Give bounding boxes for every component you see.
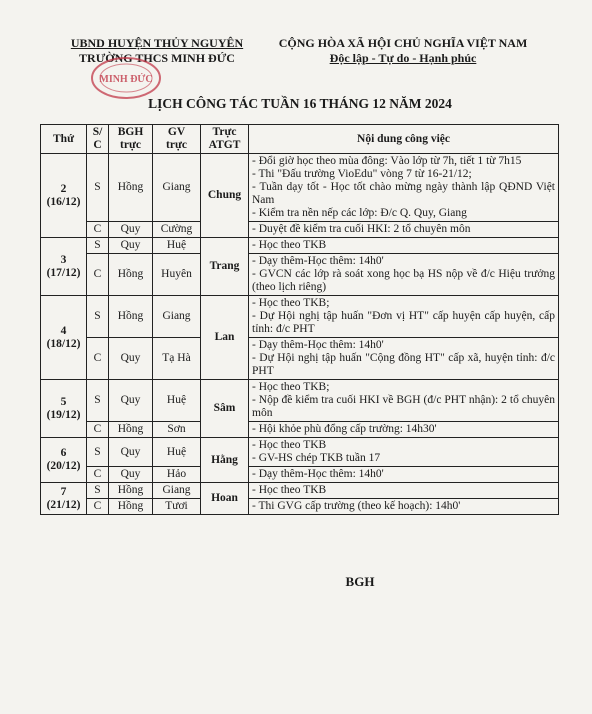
table-row xyxy=(41,154,559,222)
bgh-duty-cell: Hồng xyxy=(109,154,153,222)
session-cell: S xyxy=(87,154,109,222)
teacher-duty-cell: Huệ xyxy=(153,380,201,422)
session-cell: C xyxy=(87,499,109,515)
col-header-session: S/ C xyxy=(87,125,109,154)
content-item: - Dạy thêm-Học thêm: 14h0' xyxy=(252,468,384,480)
bgh-duty-cell: Quy xyxy=(109,222,153,238)
session-cell: S xyxy=(87,296,109,338)
table-row xyxy=(41,238,559,254)
bgh-duty-cell: Hồng xyxy=(109,254,153,296)
content-cell xyxy=(249,296,559,338)
content-item: - Hội khỏe phù đổng cấp trường: 14h30' xyxy=(252,423,437,435)
content-item: - Học theo TKB xyxy=(252,239,327,251)
content-item: - GV-HS chép TKB tuần 17 xyxy=(252,452,381,464)
table-row xyxy=(41,296,559,338)
teacher-duty-cell: Cường xyxy=(153,222,201,238)
header-left xyxy=(52,36,262,66)
bgh-duty-cell: Quy xyxy=(109,380,153,422)
bgh-duty-cell: Hồng xyxy=(109,483,153,499)
col-header-content: Nội dung công việc xyxy=(249,125,559,154)
bgh-duty-cell: Quy xyxy=(109,238,153,254)
content-item: - Đổi giờ học theo mùa đông: Vào lớp từ 7h, tiết 1 từ 7h15 xyxy=(252,155,522,167)
content-item: - Thi GVG cấp trường (theo kế hoạch): 14h0' xyxy=(252,500,461,512)
svg-text:MINH ĐỨC: MINH ĐỨC xyxy=(99,74,153,85)
day-date: (21/12) xyxy=(46,498,81,511)
school-name: TRƯỜNG THCS MINH ĐỨC xyxy=(79,51,235,65)
bgh-duty-cell: Hồng xyxy=(109,296,153,338)
schedule-table xyxy=(40,124,559,515)
bgh-duty-cell: Quy xyxy=(109,467,153,483)
day-cell xyxy=(41,296,87,380)
content-item: - Học theo TKB xyxy=(252,484,327,496)
day-number: 5 xyxy=(60,395,67,408)
bgh-duty-cell: Hồng xyxy=(109,499,153,515)
session-cell: C xyxy=(87,422,109,438)
table-row xyxy=(41,380,559,422)
col-header-bgh: BGH trực xyxy=(109,125,153,154)
bgh-duty-cell: Hồng xyxy=(109,422,153,438)
content-cell xyxy=(249,154,559,222)
content-cell xyxy=(249,254,559,296)
document-title: LỊCH CÔNG TÁC TUẦN 16 THÁNG 12 NĂM 2024 xyxy=(148,96,452,111)
day-date: (18/12) xyxy=(46,337,81,350)
day-number: 6 xyxy=(60,447,67,459)
day-number: 4 xyxy=(60,324,67,337)
day-cell xyxy=(41,380,87,438)
traffic-duty-cell: Hằng xyxy=(201,438,249,483)
table-row xyxy=(41,254,559,296)
teacher-duty-cell: Huyên xyxy=(153,254,201,296)
teacher-duty-cell: Giang xyxy=(153,296,201,338)
content-item: - GVCN các lớp rà soát xong học bạ HS nộp về đ/c Hiệu trưởng (theo lịch riêng) xyxy=(252,268,555,293)
session-cell: S xyxy=(87,438,109,467)
day-date: (20/12) xyxy=(46,460,81,472)
content-item: - Học theo TKB; xyxy=(252,381,330,393)
session-cell: C xyxy=(87,222,109,238)
session-cell: S xyxy=(87,238,109,254)
session-cell: C xyxy=(87,338,109,380)
traffic-duty-cell: Hoan xyxy=(201,483,249,515)
day-cell xyxy=(41,483,87,515)
content-cell xyxy=(249,380,559,422)
col-header-atgt: Trực ATGT xyxy=(201,125,249,154)
teacher-duty-cell: Giang xyxy=(153,154,201,222)
day-date: (19/12) xyxy=(46,408,81,421)
content-cell xyxy=(249,422,559,438)
content-cell xyxy=(249,483,559,499)
bgh-duty-cell: Quy xyxy=(109,438,153,467)
traffic-duty-cell: Sâm xyxy=(201,380,249,438)
content-item: - Kiểm tra nền nếp các lớp: Đ/c Q. Quy, Giang xyxy=(252,207,467,219)
footer-signature: BGH xyxy=(345,574,375,589)
teacher-duty-cell: Tươi xyxy=(153,499,201,515)
content-cell xyxy=(249,338,559,380)
bgh-duty-cell: Quy xyxy=(109,338,153,380)
content-cell xyxy=(249,499,559,515)
teacher-duty-cell: Huệ xyxy=(153,238,201,254)
content-item: - Dạy thêm-Học thêm: 14h0' xyxy=(252,339,384,351)
session-cell: S xyxy=(87,380,109,422)
national-motto: Độc lập - Tự do - Hạnh phúc xyxy=(329,51,477,65)
table-row xyxy=(41,422,559,438)
teacher-duty-cell: Hảo xyxy=(153,467,201,483)
content-item: - Học theo TKB xyxy=(252,439,327,451)
day-date: (17/12) xyxy=(46,266,81,279)
session-cell: C xyxy=(87,467,109,483)
day-number: 2 xyxy=(60,182,67,195)
teacher-duty-cell: Huệ xyxy=(153,438,201,467)
teacher-duty-cell: Tạ Hà xyxy=(153,338,201,380)
content-cell xyxy=(249,238,559,254)
traffic-duty-cell: Chung xyxy=(201,154,249,238)
col-header-day: Thứ xyxy=(41,125,87,154)
table-row xyxy=(41,483,559,499)
content-item: - Dự Hội nghị tập huấn "Cộng đồng HT" cấp xã, huyện tỉnh: đ/c PHT xyxy=(252,352,555,377)
table-header-row xyxy=(41,125,559,154)
nation-name: CỘNG HÒA XÃ HỘI CHỦ NGHĨA VIỆT NAM xyxy=(278,36,528,50)
col-header-gv: GV trực xyxy=(153,125,201,154)
traffic-duty-cell: Trang xyxy=(201,238,249,296)
table-row xyxy=(41,338,559,380)
teacher-duty-cell: Giang xyxy=(153,483,201,499)
content-cell xyxy=(249,467,559,483)
session-cell: C xyxy=(87,254,109,296)
day-number: 3 xyxy=(60,253,67,266)
content-item: - Nộp đề kiểm tra cuối HKI về BGH (đ/c PHT nhận): 2 tổ chuyên môn xyxy=(252,394,555,419)
teacher-duty-cell: Sơn xyxy=(153,422,201,438)
content-item: - Dự Hội nghị tập huấn "Đơn vị HT" cấp huyện cấp huyện, cấp tỉnh: đ/c PHT xyxy=(252,310,555,335)
table-row xyxy=(41,222,559,238)
content-item: - Dạy thêm-Học thêm: 14h0' xyxy=(252,255,384,267)
traffic-duty-cell: Lan xyxy=(201,296,249,380)
org-name: UBND HUYỆN THỦY NGUYÊN xyxy=(70,36,244,50)
table-row xyxy=(41,467,559,483)
content-cell xyxy=(249,438,559,467)
day-number: 7 xyxy=(60,485,67,498)
content-item: - Tuần dạy tốt - Học tốt chào mừng ngày thành lập QĐND Việt Nam xyxy=(252,181,555,206)
day-cell xyxy=(41,438,87,483)
table-row xyxy=(41,499,559,515)
content-item: - Học theo TKB; xyxy=(252,297,330,309)
day-date: (16/12) xyxy=(46,195,81,208)
content-item: - Duyệt đề kiểm tra cuối HKI: 2 tổ chuyên môn xyxy=(252,223,471,235)
header-right xyxy=(258,36,548,66)
content-item: - Thi "Đấu trường VioEdu" vòng 7 từ 16-21/12; xyxy=(252,168,472,180)
day-cell xyxy=(41,154,87,238)
session-cell: S xyxy=(87,483,109,499)
table-row xyxy=(41,438,559,467)
day-cell xyxy=(41,238,87,296)
content-cell xyxy=(249,222,559,238)
